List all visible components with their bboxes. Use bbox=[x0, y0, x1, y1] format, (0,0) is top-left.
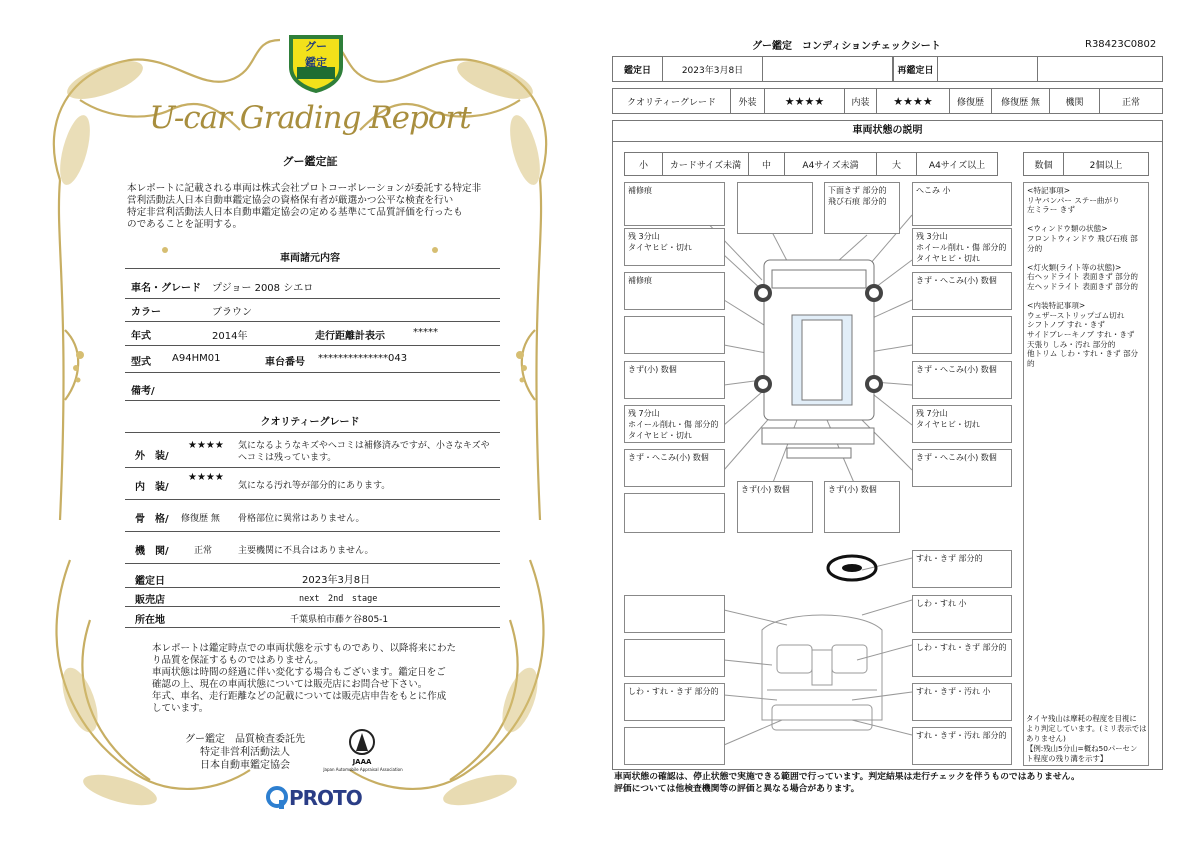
qg-label: クオリティーグレード bbox=[613, 89, 731, 113]
damage-left-front-door bbox=[624, 316, 725, 354]
interior-trunk: すれ・きず・汚れ 部分的 bbox=[912, 727, 1012, 765]
date-row bbox=[612, 56, 1163, 82]
interior-right-seat: しわ・すれ・きず 部分的 bbox=[912, 639, 1012, 677]
count-label: 数個 bbox=[1024, 153, 1064, 175]
appraisal-date-value: 2023年3月8日 bbox=[302, 575, 371, 586]
damage-left-rear-door: きず(小) 数個 bbox=[624, 361, 725, 399]
year-label: 年式 bbox=[131, 331, 151, 342]
int-stars: ★★★★ bbox=[877, 89, 950, 113]
color-label: カラー bbox=[131, 307, 161, 318]
name-value: プジョー 2008 シエロ bbox=[212, 283, 314, 294]
certification-text: 本レポートに記載される車両は株式会社プロトコーポレーションが委託する特定非 営利活動法人日本自動車鑑定協会の資格保有者が厳選かつ公平な検査を行い 特定非営利活動法人日本自動車鑑定協会の定める基準にて品質評価を行ったも のであることを証明する。 bbox=[127, 183, 482, 230]
appraisal-date-label: 鑑定日 bbox=[135, 576, 165, 587]
frame-value: 修復歴 無 bbox=[181, 514, 220, 524]
proto-text: PROTO bbox=[289, 786, 362, 810]
model-value: A94HM01 bbox=[172, 353, 221, 364]
jaaa-emblem-icon bbox=[342, 727, 382, 757]
damage-left-quarter: きず・へこみ(小) 数個 bbox=[624, 449, 725, 487]
interior-front-left bbox=[624, 595, 725, 633]
legend-s: 小 bbox=[625, 153, 663, 175]
year-value: 2014年 bbox=[212, 331, 248, 342]
ext-label: 外装 bbox=[731, 89, 765, 113]
engine-value: 正常 bbox=[1121, 97, 1140, 108]
interior-steering: すれ・きず 部分的 bbox=[912, 550, 1012, 588]
location-value: 千葉県柏市藤ケ谷805-1 bbox=[290, 615, 389, 625]
repair-value: 修復歴 無 bbox=[992, 89, 1050, 113]
sheet-title: グー鑑定 コンディションチェックシート bbox=[752, 41, 941, 52]
damage-right-quarter: きず・へこみ(小) 数個 bbox=[912, 449, 1012, 487]
certificate-heading: グー鑑定証 bbox=[282, 155, 338, 168]
location-label: 所在地 bbox=[135, 615, 165, 626]
damage-right-rear-door: きず・へこみ(小) 数個 bbox=[912, 361, 1012, 399]
interior-label: 内 装/ bbox=[135, 482, 169, 493]
mileage-value: ***** bbox=[413, 327, 438, 338]
tire-rear-right: 残 7分山 タイヤヒビ・切れ bbox=[912, 405, 1012, 443]
footer-note: 車両状態の確認は、停止状態で実施できる範囲で行っています。判定結果は走行チェックを伴うものではありません。 評価については他検査機関等の評価と異なる場合があります。 bbox=[614, 772, 1080, 794]
frame-label: 骨 格/ bbox=[135, 514, 169, 525]
chassis-label: 車台番号 bbox=[265, 357, 305, 368]
date-value: 2023年3月8日 bbox=[663, 57, 763, 81]
jaaa-logo bbox=[323, 727, 403, 777]
interior-left-rear: しわ・すれ・きず 部分的 bbox=[624, 683, 725, 721]
damage-right-fender: きず・へこみ(小) 数個 bbox=[912, 272, 1012, 310]
damage-left-fender: 補修痕 bbox=[624, 272, 725, 310]
dealer-value: next 2nd stage bbox=[299, 594, 378, 604]
redate-label: 再鑑定日 bbox=[893, 57, 938, 81]
legend-s-desc: カードサイズ未満 bbox=[663, 153, 749, 175]
legend-l-desc: A4サイズ以上 bbox=[928, 160, 986, 171]
ext-stars: ★★★★ bbox=[765, 89, 845, 113]
engine-value: 正常 bbox=[194, 546, 213, 556]
exterior-label: 外 装/ bbox=[135, 451, 169, 462]
mileage-label: 走行距離計表示 bbox=[315, 331, 385, 342]
damage-right-front-door bbox=[912, 316, 1012, 354]
engine-text: 主要機関に不具合はありません。 bbox=[238, 546, 374, 556]
date-label: 鑑定日 bbox=[613, 57, 663, 81]
count-value: 2個以上 bbox=[1089, 160, 1123, 171]
legend-m: 中 bbox=[749, 153, 785, 175]
int-label: 内装 bbox=[845, 89, 877, 113]
proto-logo bbox=[266, 785, 362, 811]
proto-mark-icon bbox=[266, 786, 288, 810]
spec-heading: 車両諸元内容 bbox=[280, 253, 340, 264]
tire-front-right: 残 3分山 ホイール削れ・傷 部分的 タイヤヒビ・切れ bbox=[912, 228, 1012, 266]
remarks-label: 備考/ bbox=[131, 386, 155, 397]
grade-row bbox=[612, 88, 1163, 114]
legend-l: 大 bbox=[877, 153, 917, 175]
damage-rear-center: きず(小) 数個 bbox=[737, 481, 813, 533]
disclaimer-note: 本レポートは鑑定時点での車両状態を示すものであり、以降将来にわた り品質を保証するものではありません。 車両状態は時間の経過に伴い変化する場合もございます。鑑定日をご 確認の上、現在の車両状態については販売店にお問合せ下さい。 年式、車名、走行距離などの記載については販売店申告をもとに作成 しています。 bbox=[152, 643, 457, 714]
name-label: 車名・グレード bbox=[131, 283, 201, 294]
logo-text: グー 鑑定 bbox=[305, 40, 327, 69]
interior-text: 気になる汚れ等が部分的にあります。 bbox=[238, 481, 391, 491]
exterior-stars: ★★★★ bbox=[188, 440, 224, 451]
commission-text: グー鑑定 品質検査委託先 特定非営利活動法人 日本自動車鑑定協会 bbox=[185, 734, 305, 771]
legend-m-desc: A4サイズ未満 bbox=[785, 153, 877, 175]
interior-left-seat bbox=[624, 639, 725, 677]
damage-front-right: へこみ 小 bbox=[912, 182, 1012, 226]
interior-stars: ★★★★ bbox=[188, 472, 224, 483]
damage-rear-left bbox=[624, 493, 725, 533]
frame-text: 骨格部位に異常はありません。 bbox=[238, 514, 365, 524]
special-notes: <特記事項> リヤバンパー ステー曲がり 左ミラー きず <ウィンドウ類の状態> フロントウィンドウ 飛び石痕 部分的 <灯火類(ライト等の状態)> 右ヘッドライト 表面きず 部分的 左ヘッドライト 表面きず 部分的 <内装特記事項> ウェザーストリップゴム切れ シフトノブ すれ・きず サイドブレーキノブ すれ・きず 天張り しみ・汚れ 部分的 他トリム しわ・すれ・きず 部分的 bbox=[1023, 182, 1149, 766]
tire-front-left: 残 3分山 タイヤヒビ・切れ bbox=[624, 228, 725, 266]
tire-rear-left: 残 7分山 ホイール削れ・傷 部分的 タイヤヒビ・切れ bbox=[624, 405, 725, 443]
color-value: ブラウン bbox=[212, 307, 252, 318]
engine-label: 機 関/ bbox=[135, 546, 169, 557]
jaaa-text: JAAA bbox=[352, 758, 372, 766]
state-heading: 車両状態の説明 bbox=[612, 120, 1163, 142]
interior-right-rear: すれ・きず・汚れ 小 bbox=[912, 683, 1012, 721]
damage-front-left-bumper: 補修痕 bbox=[624, 182, 725, 226]
damage-front-under: 下面きず 部分的 飛び石痕 部分的 bbox=[824, 182, 900, 234]
dealer-label: 販売店 bbox=[135, 595, 165, 606]
engine-label: 機関 bbox=[1050, 89, 1100, 113]
goo-kantei-logo bbox=[287, 33, 345, 93]
interior-rear-seat bbox=[624, 727, 725, 765]
exterior-text: 気になるようなキズやヘコミは補修済みですが、小さなキズや ヘコミは残っています。 bbox=[238, 441, 490, 463]
sheet-code: R38423C0802 bbox=[1085, 39, 1157, 50]
damage-front-hood bbox=[737, 182, 813, 234]
script-title: U-car Grading Report bbox=[149, 100, 471, 136]
jaaa-subtext: Japan Automobile Appraisal Association bbox=[323, 767, 403, 772]
tire-note: タイヤ残山は摩耗の程度を目視に より判定しています。(ミリ表示では ありません) 【例:残山5分山=概ね50パーセン ト程度の残り溝を示す】 bbox=[1026, 714, 1147, 763]
model-label: 型式 bbox=[131, 357, 151, 368]
interior-ceiling: しわ・すれ 小 bbox=[912, 595, 1012, 633]
quality-heading: クオリティーグレード bbox=[260, 417, 360, 428]
chassis-value: **************043 bbox=[318, 353, 408, 364]
repair-label: 修復歴 bbox=[950, 89, 992, 113]
damage-rear-bumper: きず(小) 数個 bbox=[824, 481, 900, 533]
